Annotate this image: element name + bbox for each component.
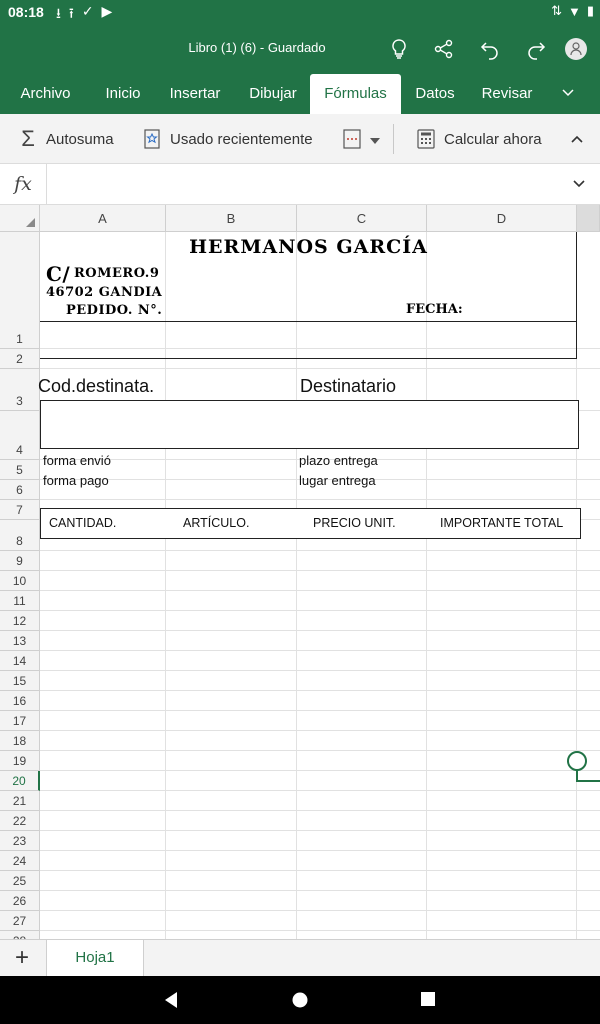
tab-dibujar[interactable]: Dibujar [249,85,297,102]
row-header-9[interactable]: 9 [0,551,40,571]
date-label: FECHA: [406,302,463,317]
upload-icon: ⭱ [68,5,74,21]
collapse-ribbon-icon[interactable] [570,132,584,150]
gridline [40,710,600,711]
autosum-button[interactable] [18,114,114,164]
gridline [40,590,600,591]
tab-insertar[interactable]: Insertar [169,85,221,102]
gridline [40,750,600,751]
row-header-19[interactable]: 19 [0,751,40,771]
toolbar-divider [393,124,394,154]
row-header-5[interactable]: 5 [0,460,40,480]
column-header-b[interactable]: B [166,205,297,232]
tab-datos[interactable]: Datos [415,85,455,102]
article-header: ARTÍCULO. [183,516,250,530]
autosum-label: Autosuma [46,130,114,148]
row-header-1[interactable]: 1 [0,232,40,349]
letterhead-box [40,232,577,359]
unit-price-header: PRECIO UNIT. [313,516,396,530]
city-address: 46702 GANDIA [46,285,163,300]
column-header-a[interactable]: A [40,205,166,232]
add-sheet-icon[interactable]: + [14,944,29,971]
spreadsheet-grid[interactable] [0,205,600,939]
tab-formulas[interactable]: Fórmulas [310,74,401,114]
redo-icon[interactable] [523,36,549,62]
items-header-box [40,508,581,539]
youtube-icon: ▶ [101,3,113,19]
gridline [40,499,600,500]
row-header-13[interactable]: 13 [0,631,40,651]
row-header-15[interactable]: 15 [0,671,40,691]
recents-icon[interactable] [419,990,439,1010]
row-header-27[interactable]: 27 [0,911,40,931]
sheet-tabs-bar [0,939,600,976]
row-header-25[interactable]: 25 [0,871,40,891]
download-icon: ⭳ [56,5,61,21]
more-functions-button[interactable] [342,114,380,164]
tab-inicio[interactable]: Inicio [105,85,141,102]
recently-used-label: Usado recientemente [170,130,313,148]
payment-method-label: forma pago [43,473,109,488]
gridline [40,368,600,369]
home-icon[interactable] [290,990,310,1010]
gridline [40,550,600,551]
column-header-e[interactable] [577,205,600,232]
destinatario-label: Destinatario [300,376,397,396]
row-header-26[interactable]: 26 [0,891,40,911]
company-name: HERMANOS GARCÍA [189,236,428,258]
street-prefix: C/ [46,262,71,286]
recipient-box[interactable] [40,400,579,449]
gridline [40,610,600,611]
share-icon[interactable] [431,36,457,62]
column-header-d[interactable]: D [427,205,577,232]
gridline [40,670,600,671]
gridline [40,570,600,571]
account-button[interactable] [563,36,589,62]
sigma-icon: Σ [21,126,35,151]
undo-icon[interactable] [477,36,503,62]
select-all-corner[interactable] [0,205,40,232]
avatar-icon [565,38,587,60]
gridline [40,770,600,771]
status-time: 08:18 [8,4,44,20]
gridline [40,650,600,651]
row-header-21[interactable]: 21 [0,791,40,811]
shipping-method-label: forma envió [43,453,111,468]
row-header-18[interactable]: 18 [0,731,40,751]
gridline [40,830,600,831]
calculator-icon [416,129,436,149]
row-header-6[interactable]: 6 [0,480,40,500]
star-book-icon [142,129,162,149]
quantity-header: CANTIDAD. [49,516,117,530]
calculate-now-button[interactable] [416,114,542,164]
gridline [40,690,600,691]
ribbon-tabs [0,74,600,114]
expand-formula-icon[interactable] [572,176,586,195]
row-header-11[interactable]: 11 [0,591,40,611]
selection-handle[interactable] [567,751,587,771]
delivery-place-label: lugar entrega [299,473,376,488]
gridline [40,910,600,911]
wifi-icon: ▼ [567,3,581,19]
title-bar [0,24,600,74]
calculate-now-label: Calcular ahora [444,130,542,148]
check-icon: ✓ [81,3,94,19]
back-icon[interactable] [162,990,182,1010]
letterhead-divider [40,321,577,322]
gridline [40,870,600,871]
selection-border [576,770,600,782]
gridline [40,630,600,631]
row-header-12[interactable]: 12 [0,611,40,631]
tab-archivo[interactable]: Archivo [20,85,71,102]
row-header-22[interactable]: 22 [0,811,40,831]
row-header-10[interactable]: 10 [0,571,40,591]
sheet-tab-hoja1[interactable]: Hoja1 [46,940,144,976]
formula-bar [0,164,600,205]
formula-input[interactable] [48,164,558,204]
fx-icon[interactable]: fx [0,164,47,204]
row-header-23[interactable]: 23 [0,831,40,851]
system-icons [551,3,594,19]
row-header-8[interactable]: 8 [0,520,40,551]
street-address: ROMERO.9 [74,266,160,281]
row-header-17[interactable]: 17 [0,711,40,731]
function-list-icon [342,129,362,149]
row-header-14[interactable]: 14 [0,651,40,671]
column-header-c[interactable]: C [297,205,427,232]
row-header-20[interactable]: 20 [0,771,40,791]
recently-used-button[interactable] [142,114,313,164]
chevron-down-icon[interactable] [560,84,576,104]
order-number-label: PEDIDO. N°. [66,303,163,318]
row-header-3[interactable]: 3 [0,369,40,411]
vibrate-icon: ⇅ [551,3,562,18]
document-title[interactable]: Libro (1) (6) - Guardado [188,40,326,55]
total-amount-header: IMPORTANTE TOTAL [440,516,564,530]
gridline [40,790,600,791]
delivery-term-label: plazo entrega [299,453,378,468]
row-header-4[interactable]: 4 [0,411,40,460]
gridline [40,810,600,811]
row-header-2[interactable]: 2 [0,349,40,369]
battery-icon: ▮ [586,3,594,18]
gridline [40,850,600,851]
row-header-7[interactable]: 7 [0,500,40,520]
lightbulb-icon[interactable] [386,36,412,62]
gridline [40,890,600,891]
gridline [40,730,600,731]
cod-destinatario-label: Cod.destinata. [38,376,155,396]
system-nav-bar [0,976,600,1024]
row-header-16[interactable]: 16 [0,691,40,711]
dropdown-arrow-icon [370,131,380,148]
status-bar [0,0,600,24]
formulas-toolbar [0,114,600,164]
row-header-24[interactable]: 24 [0,851,40,871]
tab-revisar[interactable]: Revisar [481,85,533,102]
gridline [40,930,600,931]
